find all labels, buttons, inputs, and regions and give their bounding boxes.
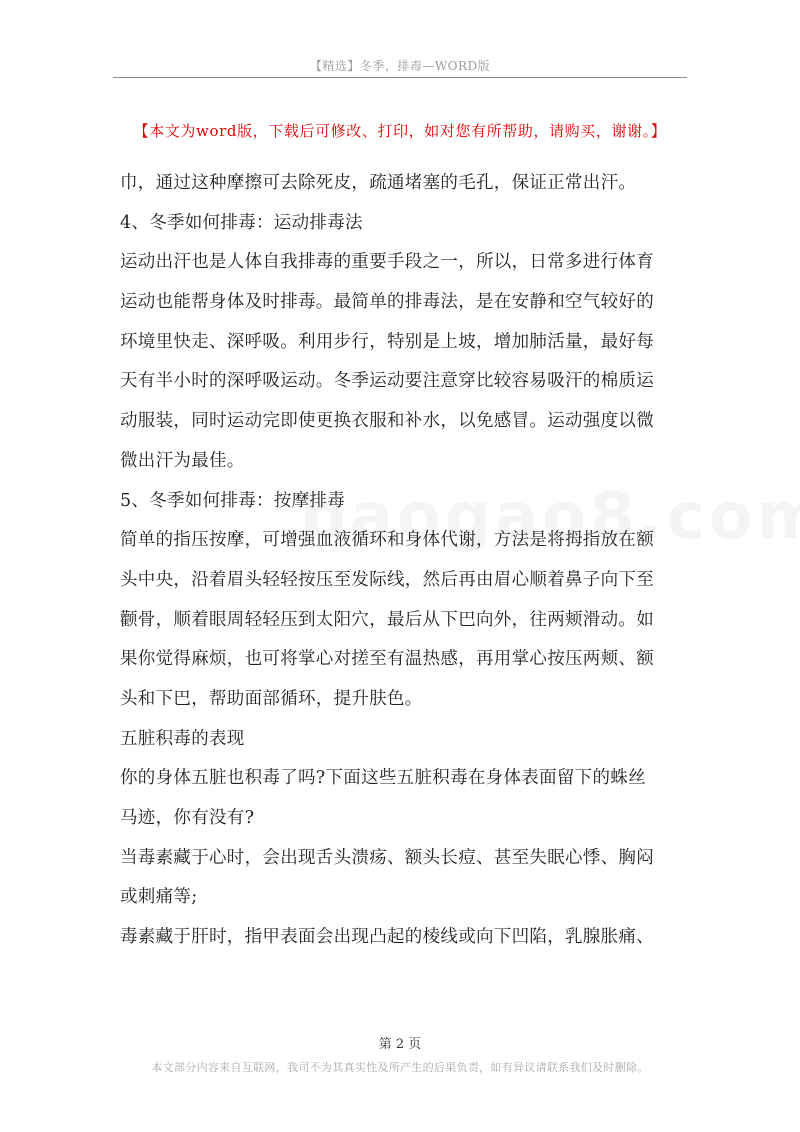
text-line: 当毒素藏于心时，会出现舌头溃疡、额头长痘、甚至失眠心悸、胸闷: [120, 847, 654, 868]
footer-disclaimer: 本文部分内容来自互联网，我司不为其真实性及所产生的后果负责，如有异议请联系我们及时删除。: [151, 1061, 649, 1074]
text-line: 环境里快走、深呼吸。利用步行，特别是上坡，增加肺活量，最好每: [120, 331, 654, 352]
text-line: 运动出汗也是人体自我排毒的重要手段之一，所以，日常多进行体育: [120, 252, 654, 273]
page-number: 第 2 页: [378, 1037, 422, 1052]
header-divider: [113, 77, 687, 78]
section-heading: 5、冬季如何排毒：按摩排毒: [120, 490, 346, 511]
red-notice: 【本文为word版，下载后可修改、打印，如对您有所帮助，请购买，谢谢。】: [133, 122, 667, 140]
text-line: 毒素藏于肝时，指甲表面会出现凸起的棱线或向下凹陷，乳腺胀痛、: [120, 927, 654, 948]
text-line: 天有半小时的深呼吸运动。冬季运动要注意穿比较容易吸汗的棉质运: [120, 371, 654, 392]
text-line: 或刺痛等;: [120, 887, 198, 908]
text-line: 头中央，沿着眉头轻轻按压至发际线，然后再由眉心顺着鼻子向下至: [120, 569, 654, 590]
section-heading: 4、冬季如何排毒：运动排毒法: [120, 212, 363, 233]
page-header: 【精选】冬季，排毒—WORD版: [309, 59, 491, 73]
text-line: 动服装，同时运动完即使更换衣服和补水，以免感冒。运动强度以微: [120, 411, 654, 432]
text-line: 马迹，你有没有?: [120, 808, 255, 828]
text-line: 微出汗为最佳。: [120, 450, 245, 471]
text-line: 运动也能帮身体及时排毒。最简单的排毒法，是在安静和空气较好的: [120, 292, 654, 313]
text-line: 你的身体五脏也积毒了吗?下面这些五脏积毒在身体表面留下的蛛丝: [120, 768, 646, 789]
text-line: 头和下巴，帮助面部循环，提升肤色。: [120, 688, 423, 709]
text-line: 果你觉得麻烦，也可将掌心对搓至有温热感，再用掌心按压两颊、额: [120, 649, 654, 670]
text-line: 颧骨，顺着眼周轻轻压到太阳穴，最后从下巴向外，往两颊滑动。如: [120, 609, 654, 630]
body-text: [120, 164, 680, 958]
text-line: 巾，通过这种摩擦可去除死皮，疏通堵塞的毛孔，保证正常出汗。: [120, 173, 637, 193]
text-line: 简单的指压按摩，可增强血液循环和身体代谢，方法是将拇指放在额: [120, 530, 654, 551]
section-heading: 五脏积毒的表现: [120, 728, 245, 749]
